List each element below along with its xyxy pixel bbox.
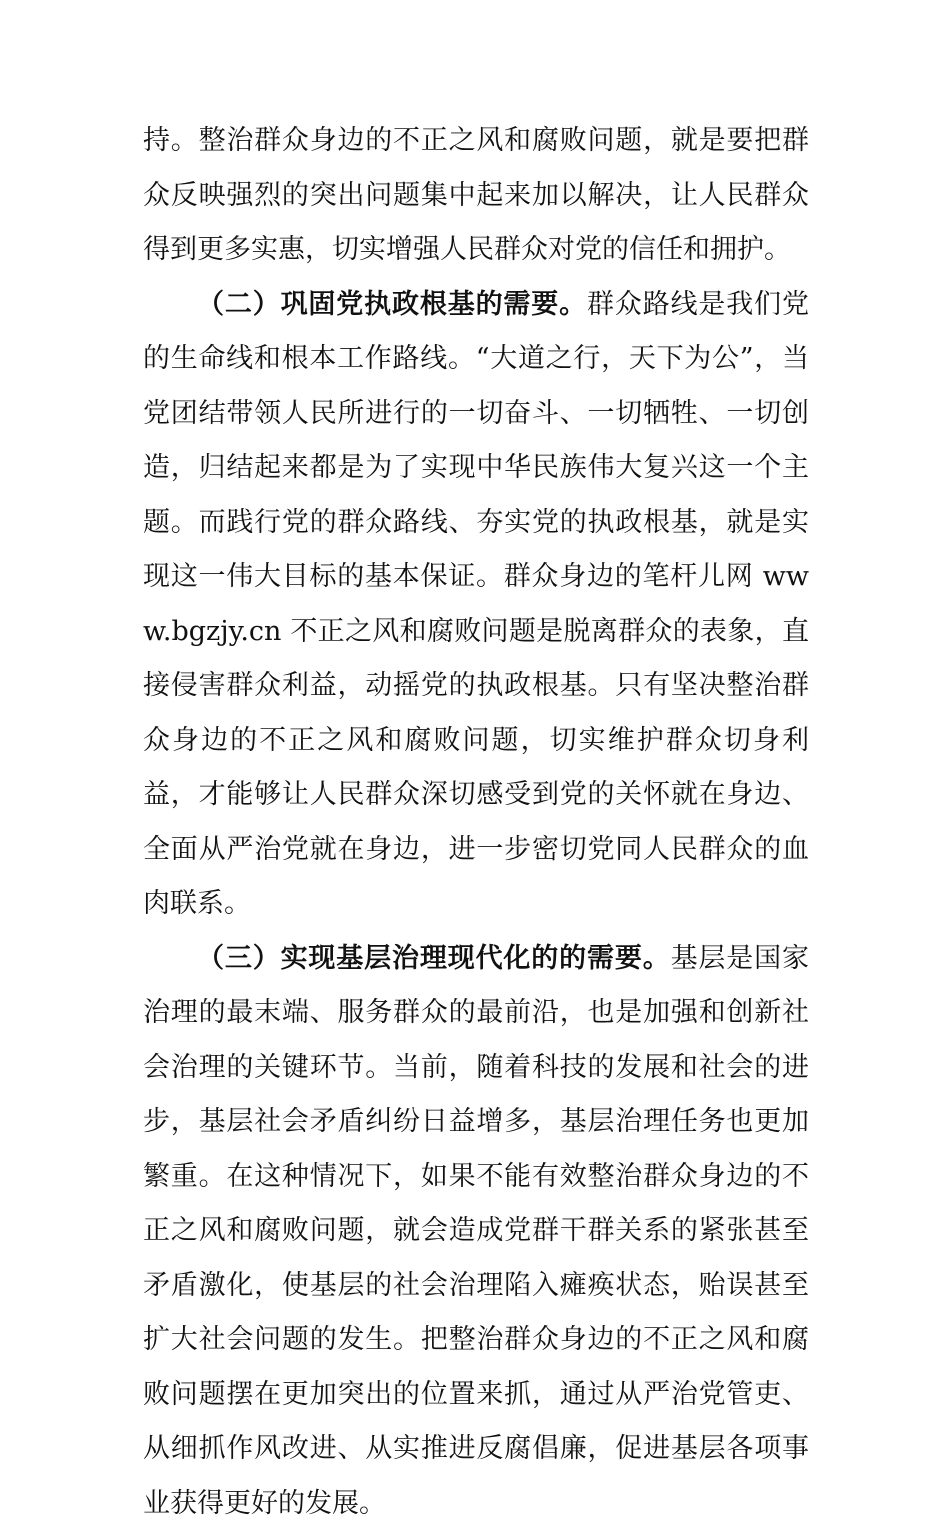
paragraph-section-3 xyxy=(143,932,809,1531)
document-page xyxy=(143,114,809,1531)
paragraph-body: 持。整治群众身边的不正之风和腐败问题，就是要把群众反映强烈的突出问题集中起来加以解决，让人民群众得到更多实惠，切实增强人民群众对党的信任和拥护。 xyxy=(143,125,809,265)
paragraph-continuation xyxy=(143,114,809,278)
paragraph-body: 基层是国家治理的最末端、服务群众的最前沿，也是加强和创新社会治理的关键环节。当前，随着科技的发展和社会的进步，基层社会矛盾纠纷日益增多，基层治理任务也更加繁重。在这种情况下，如果不能有效整治群众身边的不正之风和腐败问题，就会造成党群干群关系的紧张甚至矛盾激化，使基层的社会治理陷入瘫痪状态，贻误甚至扩大社会问题的发生。把整治群众身边的不正之风和腐败问题摆在更加突出的位置来抓，通过从严治党管吏、从细抓作风改进、从实推进反腐倡廉，促进基层各项事业获得更好的发展。 xyxy=(143,943,809,1519)
paragraph-section-2 xyxy=(143,278,809,932)
paragraph-body: 群众路线是我们党的生命线和根本工作路线。“大道之行，天下为公”，当党团结带领人民所进行的一切奋斗、一切牺牲、一切创造，归结起来都是为了实现中华民族伟大复兴这一个主题。而践行党的群众路线、夯实党的执政根基，就是实现这一伟大目标的基本保证。群众身边的笔杆儿网 www.bgzjy.cn 不正之风和腐败问题是脱离群众的表象，直接侵害群众利益，动摇党的执政根基。只有坚决整治群众身边的不正之风和腐败问题，切实维护群众切身利益，才能够让人民群众深切感受到党的关怀就在身边、全面从严治党就在身边，进一步密切党同人民群众的血肉联系。 xyxy=(143,289,809,920)
section-heading: （二）巩固党执政根基的需要。 xyxy=(197,289,587,320)
section-heading: （三）实现基层治理现代化的的需要。 xyxy=(197,943,671,974)
